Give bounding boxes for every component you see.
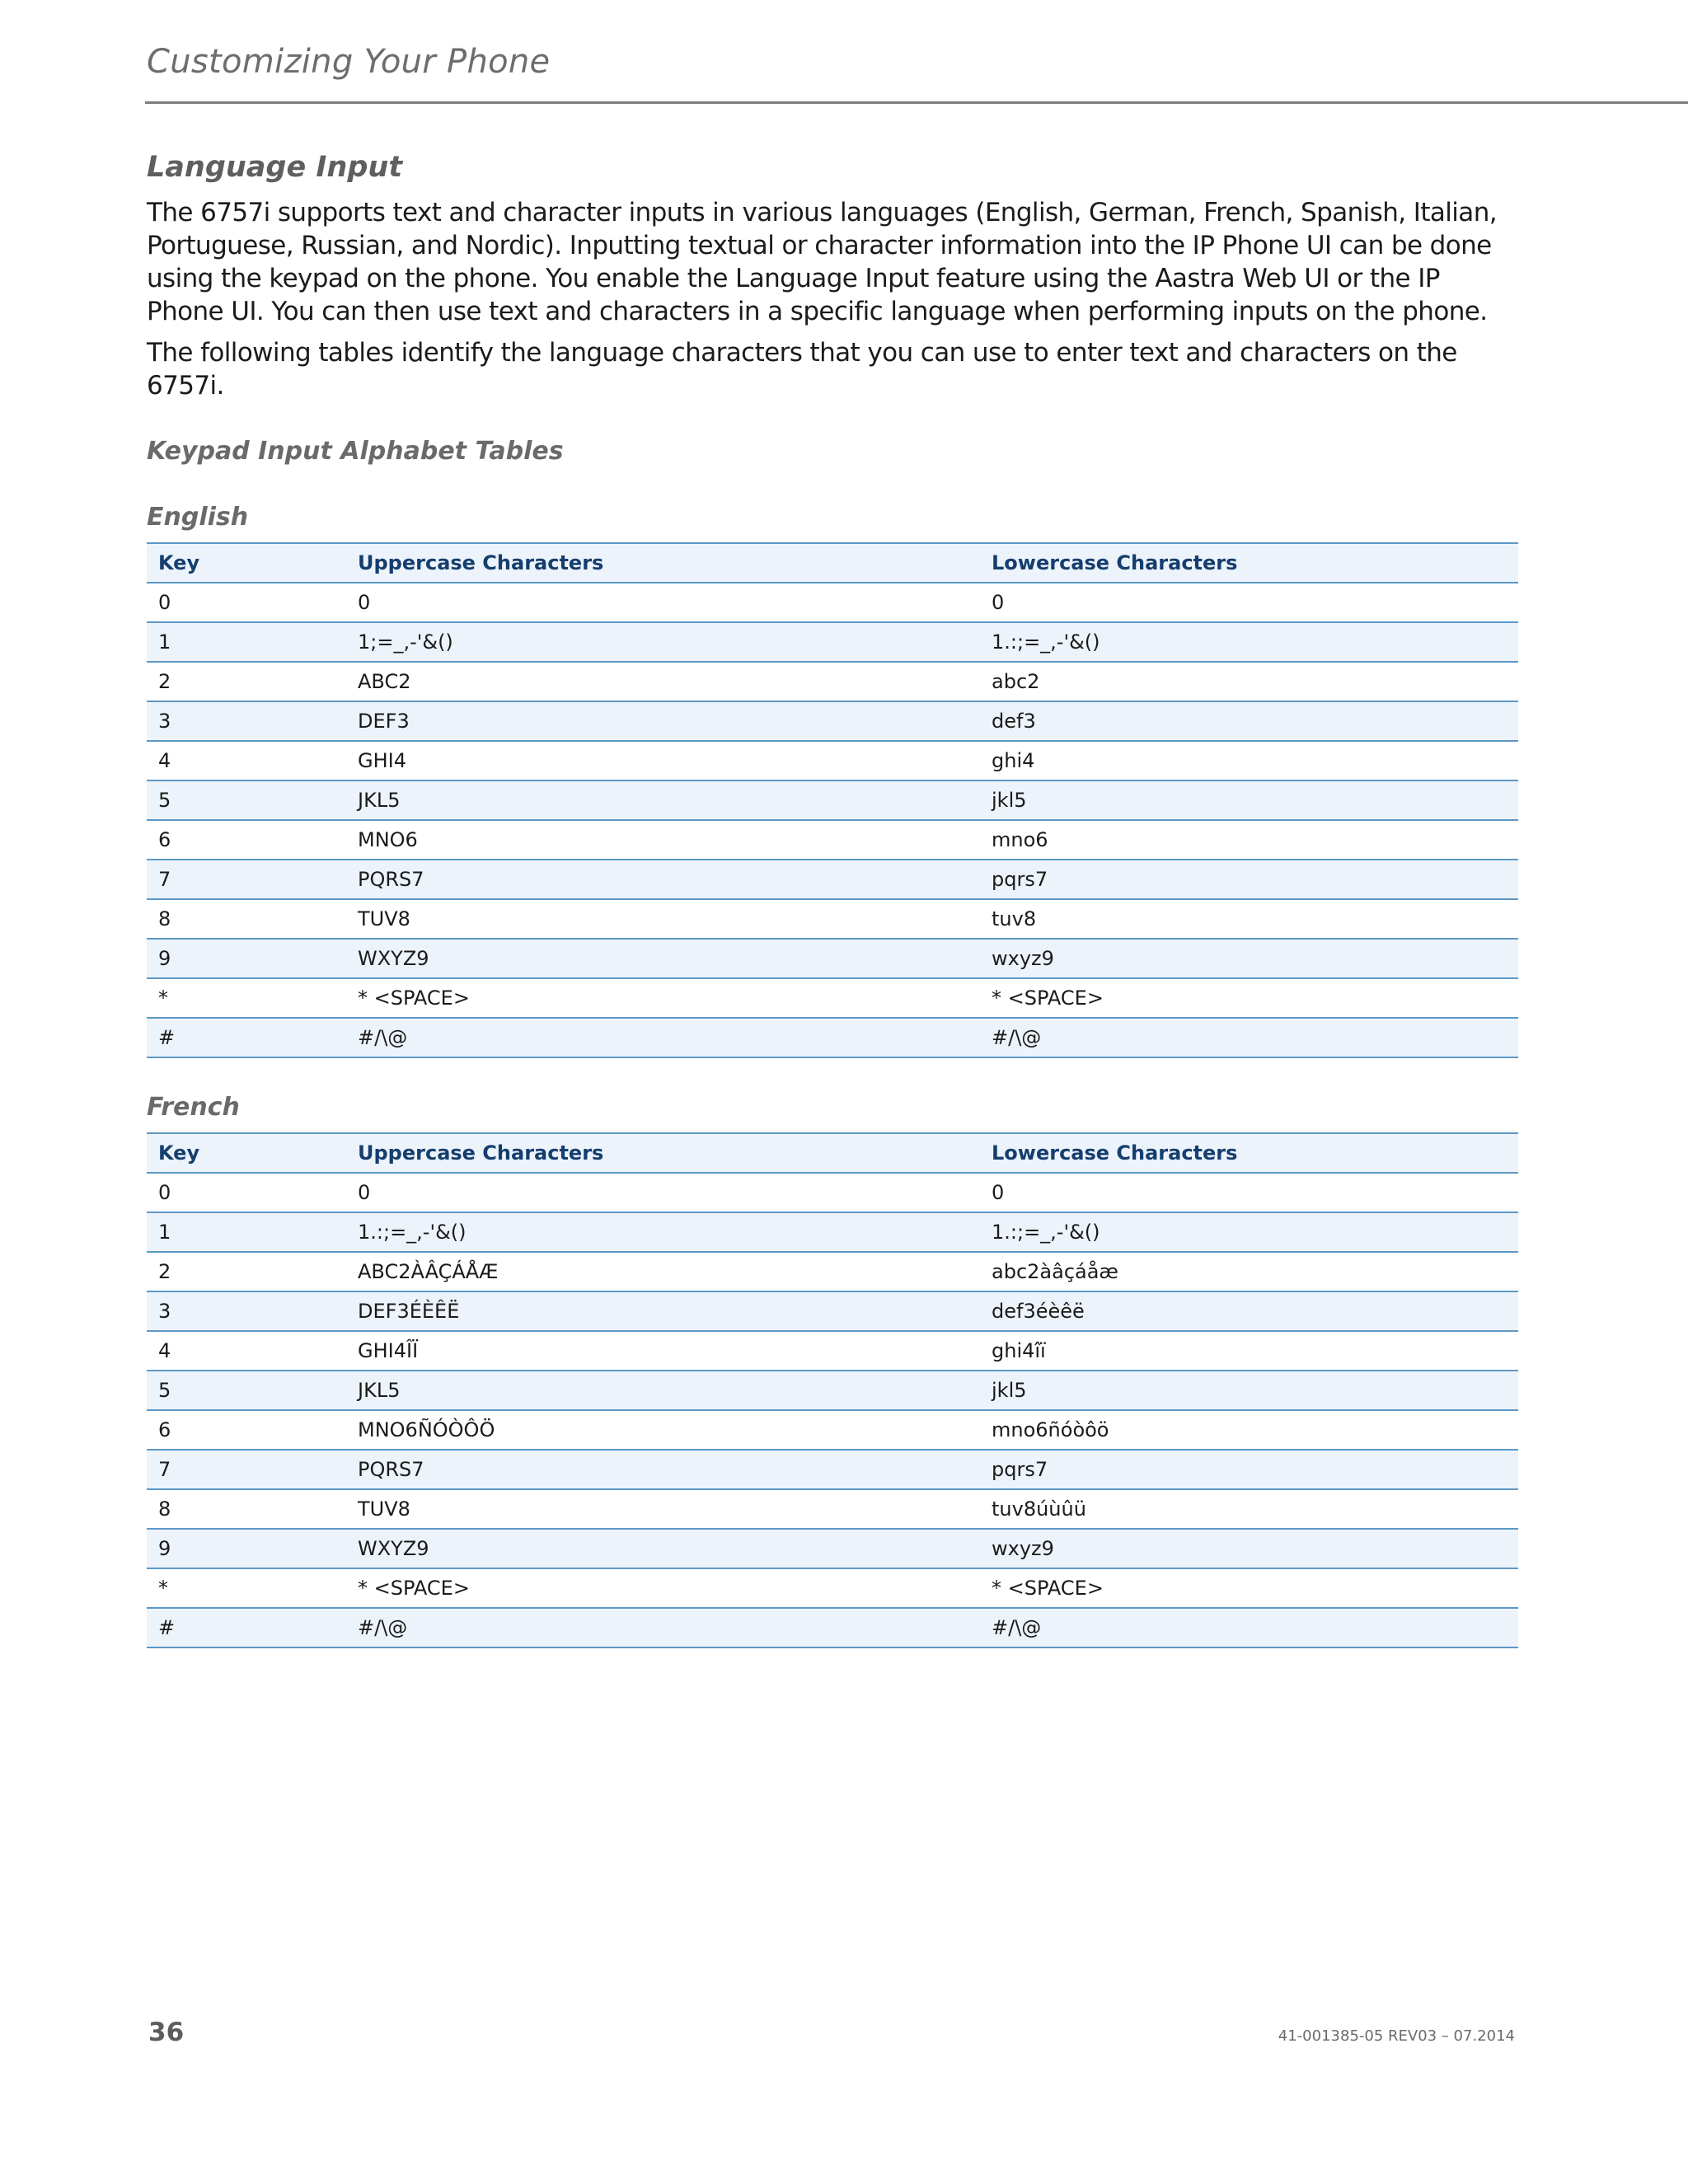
- uppercase-cell: #/\@: [346, 1018, 980, 1057]
- column-header-key: Key: [147, 543, 346, 583]
- table-row: [147, 1608, 1518, 1647]
- uppercase-cell: GHI4ÎÏ: [346, 1331, 980, 1371]
- table-row: [147, 1568, 1518, 1608]
- uppercase-cell: DEF3ÉÈÊË: [346, 1291, 980, 1331]
- lowercase-cell: mno6ñóòôö: [980, 1410, 1518, 1450]
- lowercase-cell: tuv8: [980, 899, 1518, 939]
- table-row: [147, 1450, 1518, 1489]
- keypad-tables-subtitle: Keypad Input Alphabet Tables: [147, 437, 564, 466]
- page-number: 36: [148, 2018, 185, 2047]
- key-cell: #: [147, 1608, 346, 1647]
- uppercase-cell: WXYZ9: [346, 1529, 980, 1568]
- key-cell: 2: [147, 1252, 346, 1291]
- key-cell: 2: [147, 662, 346, 701]
- table-header-row: [147, 543, 1518, 583]
- table-row: [147, 662, 1518, 701]
- key-cell: 6: [147, 820, 346, 860]
- table-row: [147, 1173, 1518, 1212]
- table-row: [147, 1252, 1518, 1291]
- french-alphabet-table: [147, 1132, 1518, 1648]
- table-row: [147, 701, 1518, 741]
- key-cell: 1: [147, 1212, 346, 1252]
- table-row: [147, 583, 1518, 622]
- key-cell: 7: [147, 860, 346, 899]
- lowercase-cell: wxyz9: [980, 1529, 1518, 1568]
- table-row: [147, 1331, 1518, 1371]
- key-cell: 4: [147, 1331, 346, 1371]
- uppercase-cell: MNO6ÑÓÒÔÖ: [346, 1410, 980, 1450]
- lowercase-cell: 0: [980, 583, 1518, 622]
- key-cell: *: [147, 1568, 346, 1608]
- table-row: [147, 939, 1518, 978]
- lowercase-cell: tuv8úùûü: [980, 1489, 1518, 1529]
- uppercase-cell: 1;=_,-'&(): [346, 622, 980, 662]
- key-cell: 5: [147, 780, 346, 820]
- uppercase-cell: 0: [346, 1173, 980, 1212]
- uppercase-cell: TUV8: [346, 1489, 980, 1529]
- table-row: [147, 1410, 1518, 1450]
- key-cell: 8: [147, 1489, 346, 1529]
- uppercase-cell: * <SPACE>: [346, 978, 980, 1018]
- uppercase-cell: * <SPACE>: [346, 1568, 980, 1608]
- table-row: [147, 1371, 1518, 1410]
- key-cell: 9: [147, 1529, 346, 1568]
- table-row: [147, 1212, 1518, 1252]
- uppercase-cell: MNO6: [346, 820, 980, 860]
- lowercase-cell: ghi4: [980, 741, 1518, 780]
- running-header-title: Customizing Your Phone: [147, 43, 551, 81]
- uppercase-cell: GHI4: [346, 741, 980, 780]
- header-rule: [145, 101, 1688, 104]
- key-cell: 9: [147, 939, 346, 978]
- table-row: [147, 1529, 1518, 1568]
- column-header-lowercase: Lowercase Characters: [980, 1133, 1518, 1173]
- table-row: [147, 1291, 1518, 1331]
- uppercase-cell: #/\@: [346, 1608, 980, 1647]
- uppercase-cell: DEF3: [346, 701, 980, 741]
- uppercase-cell: 0: [346, 583, 980, 622]
- table-row: [147, 1489, 1518, 1529]
- uppercase-cell: 1.:;=_,-'&(): [346, 1212, 980, 1252]
- column-header-lowercase: Lowercase Characters: [980, 543, 1518, 583]
- english-table-title: English: [147, 503, 249, 532]
- tables-intro-paragraph: The following tables identify the language characters that you can use to enter text and characters on the 6757i.: [147, 338, 1457, 401]
- uppercase-cell: TUV8: [346, 899, 980, 939]
- key-cell: 0: [147, 583, 346, 622]
- column-header-key: Key: [147, 1133, 346, 1173]
- uppercase-cell: JKL5: [346, 780, 980, 820]
- lowercase-cell: ghi4îï: [980, 1331, 1518, 1371]
- key-cell: 6: [147, 1410, 346, 1450]
- column-header-uppercase: Uppercase Characters: [346, 1133, 980, 1173]
- lowercase-cell: abc2: [980, 662, 1518, 701]
- lowercase-cell: * <SPACE>: [980, 978, 1518, 1018]
- english-alphabet-table: [147, 542, 1518, 1058]
- lowercase-cell: jkl5: [980, 1371, 1518, 1410]
- table-row: [147, 741, 1518, 780]
- document-id: 41-001385-05 REV03 – 07.2014: [1278, 2027, 1515, 2045]
- lowercase-cell: 0: [980, 1173, 1518, 1212]
- key-cell: *: [147, 978, 346, 1018]
- table-row: [147, 860, 1518, 899]
- uppercase-cell: JKL5: [346, 1371, 980, 1410]
- lowercase-cell: #/\@: [980, 1018, 1518, 1057]
- table-row: [147, 899, 1518, 939]
- uppercase-cell: ABC2ÀÂÇÁÅÆ: [346, 1252, 980, 1291]
- lowercase-cell: def3: [980, 701, 1518, 741]
- intro-paragraph: The 6757i supports text and character inputs in various languages (English, German, French, Spanish, Italian, Portuguese, Russian, and Nordic). Inputting textual or character information into the IP Phone UI can be done using the keypad on the phone. You enable the Language Input feature using the Aastra Web UI or the IP Phone UI. You can then use text and characters in a specific language when performing inputs on the phone.: [147, 198, 1497, 326]
- uppercase-cell: PQRS7: [346, 860, 980, 899]
- table-row: [147, 978, 1518, 1018]
- lowercase-cell: 1.:;=_,-'&(): [980, 622, 1518, 662]
- key-cell: #: [147, 1018, 346, 1057]
- table-header-row: [147, 1133, 1518, 1173]
- key-cell: 8: [147, 899, 346, 939]
- key-cell: 7: [147, 1450, 346, 1489]
- lowercase-cell: * <SPACE>: [980, 1568, 1518, 1608]
- uppercase-cell: ABC2: [346, 662, 980, 701]
- table-row: [147, 820, 1518, 860]
- lowercase-cell: wxyz9: [980, 939, 1518, 978]
- uppercase-cell: WXYZ9: [346, 939, 980, 978]
- lowercase-cell: mno6: [980, 820, 1518, 860]
- lowercase-cell: abc2àâçáåæ: [980, 1252, 1518, 1291]
- lowercase-cell: def3éèêë: [980, 1291, 1518, 1331]
- key-cell: 1: [147, 622, 346, 662]
- french-table-title: French: [147, 1093, 240, 1122]
- lowercase-cell: #/\@: [980, 1608, 1518, 1647]
- key-cell: 3: [147, 1291, 346, 1331]
- uppercase-cell: PQRS7: [346, 1450, 980, 1489]
- table-row: [147, 780, 1518, 820]
- lowercase-cell: 1.:;=_,-'&(): [980, 1212, 1518, 1252]
- section-title: Language Input: [147, 151, 403, 184]
- lowercase-cell: pqrs7: [980, 1450, 1518, 1489]
- table-row: [147, 1018, 1518, 1057]
- table-row: [147, 622, 1518, 662]
- key-cell: 3: [147, 701, 346, 741]
- page-content: [147, 148, 1518, 1648]
- key-cell: 5: [147, 1371, 346, 1410]
- lowercase-cell: jkl5: [980, 780, 1518, 820]
- key-cell: 0: [147, 1173, 346, 1212]
- key-cell: 4: [147, 741, 346, 780]
- lowercase-cell: pqrs7: [980, 860, 1518, 899]
- column-header-uppercase: Uppercase Characters: [346, 543, 980, 583]
